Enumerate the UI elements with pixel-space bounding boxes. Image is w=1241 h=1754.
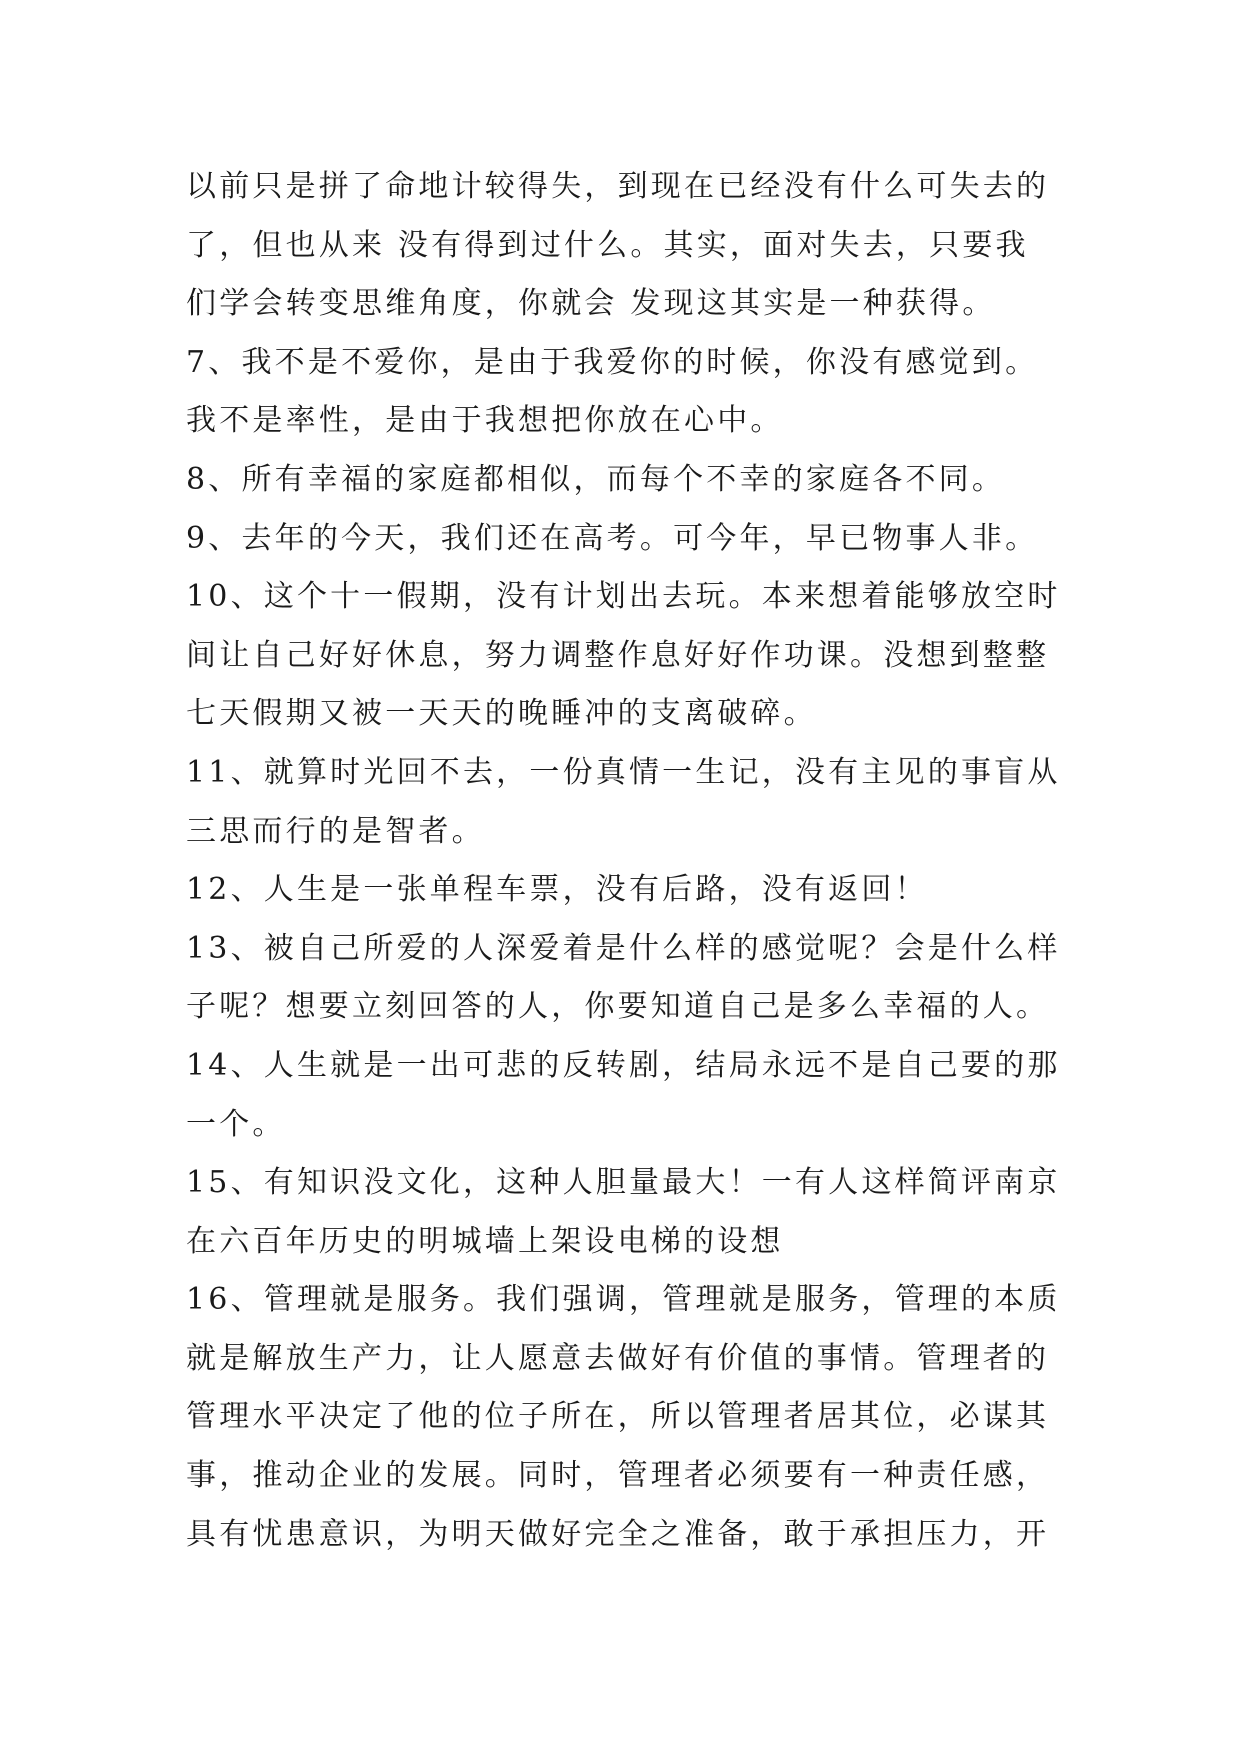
- text-line: 13、被自己所爱的人深爱着是什么样的感觉呢？会是什么样: [186, 930, 1061, 966]
- text-line: 14、人生就是一出可悲的反转剧，结局永远不是自己要的那: [186, 1047, 1061, 1083]
- text-line: 7、我不是不爱你，是由于我爱你的时候，你没有感觉到。: [186, 344, 1039, 380]
- text-line: 事，推动企业的发展。同时，管理者必须要有一种责任感，: [186, 1458, 1050, 1494]
- body-text: [186, 158, 1066, 1564]
- text-line: 们学会转变思维角度，你就会 发现这其实是一种获得。: [186, 286, 996, 322]
- text-line: 三思而行的是智者。: [186, 813, 485, 849]
- text-line: 就是解放生产力，让人愿意去做好有价值的事情。管理者的: [186, 1340, 1050, 1376]
- text-line: 8、所有幸福的家庭都相似，而每个不幸的家庭各不同。: [186, 461, 1006, 497]
- text-line: 12、人生是一张单程车票，没有后路，没有返回！: [186, 872, 928, 908]
- text-line: 9、去年的今天，我们还在高考。可今年，早已物事人非。: [186, 520, 1039, 556]
- text-line: 具有忧患意识，为明天做好完全之准备，敢于承担压力，开: [186, 1516, 1050, 1552]
- text-line: 10、这个十一假期，没有计划出去玩。本来想着能够放空时: [186, 579, 1061, 615]
- text-line: 11、就算时光回不去，一份真情一生记，没有主见的事盲从: [186, 754, 1061, 790]
- text-line: 子呢？想要立刻回答的人，你要知道自己是多么幸福的人。: [186, 989, 1050, 1025]
- text-line: 16、管理就是服务。我们强调，管理就是服务，管理的本质: [186, 1282, 1061, 1318]
- text-line: 了，但也从来 没有得到过什么。其实，面对失去，只要我: [186, 227, 1029, 263]
- text-line: 15、有知识没文化，这种人胆量最大！一有人这样简评南京: [186, 1165, 1061, 1201]
- text-line: 七天假期又被一天天的晚睡冲的支离破碎。: [186, 696, 817, 732]
- text-line: 管理水平决定了他的位子所在，所以管理者居其位，必谋其: [186, 1399, 1050, 1435]
- text-line: 间让自己好好休息，努力调整作息好好作功课。没想到整整: [186, 637, 1050, 673]
- text-line: 以前只是拼了命地计较得失，到现在已经没有什么可失去的: [186, 169, 1050, 204]
- text-line: 在六百年历史的明城墙上架设电梯的设想: [186, 1223, 784, 1259]
- text-line: 我不是率性，是由于我想把你放在心中。: [186, 403, 784, 439]
- text-line: 一个。: [186, 1106, 286, 1142]
